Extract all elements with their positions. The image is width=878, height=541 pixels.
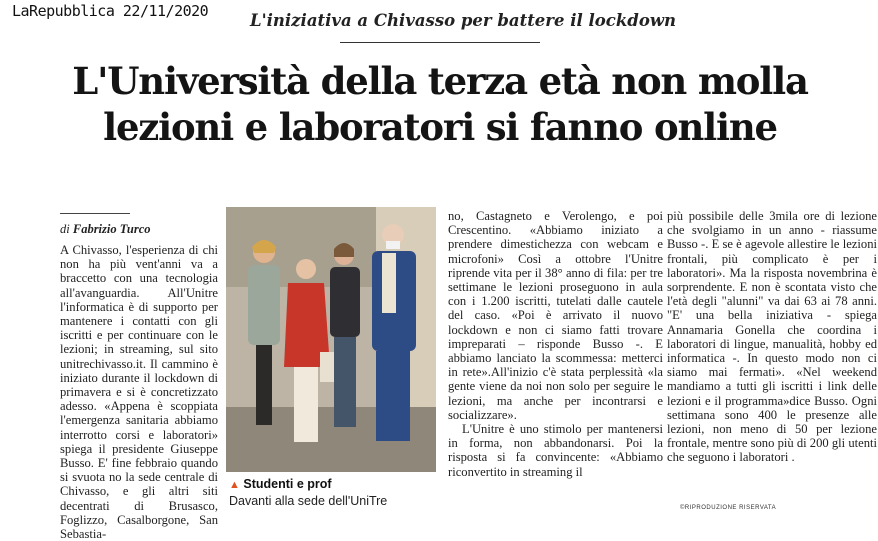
byline-divider	[60, 213, 130, 214]
caption-triangle-icon: ▲	[229, 479, 240, 491]
column-3-text-continued: L'Unitre è uno stimolo per mantenersi in forma, non abbandonarsi. Poi la risposta si fa convincente: «Abbiamo riconvertito in streaming il	[448, 422, 663, 479]
newspaper-masthead: LaRepubblica 22/11/2020	[12, 2, 209, 20]
column-1-text: A Chivasso, l'esperienza di chi non ha più vent'anni va a braccetto con una tecnologia all'avanguardia. All'Unitre l'informatica è di supporto per mantenere i contatti con gli iscritti e per continuare con le lezioni; in streaming, sul sito unitrechivasso.it. Il cammino è iniziato durante il lockdown di primavera e si è concretizzato adesso. «Appena è scoppiata l'emergenza sanitaria abbiamo interrotto corsi e laboratori» spiega il presidente Giuseppe Busso. E' fine febbraio quando si svuota no la sede centrale di Chivasso, e gli altri siti decentrati di Brusasco, Foglizzo, Casalborgone, San Sebastia-	[60, 243, 218, 541]
kicker-divider	[340, 42, 540, 43]
headline	[60, 58, 820, 150]
headline-line-2: lezioni e laboratori si fanno online	[103, 105, 777, 149]
byline-author: Fabrizio Turco	[72, 222, 151, 236]
kicker: L'iniziativa a Chivasso per battere il lockdown	[250, 11, 677, 30]
column-3-text: no, Castagneto e Verolengo, e poi Crescentino. «Abbiamo iniziato a prendere dimestichezza con webcam e microfoni» Così a ottobre l'Unitre riprende vita per il 38° anno di fila: per tre settimane le lezioni proseguono in aula con i 1.200 iscritti, tutelati dalle cautele del caso. «Poi è arrivato il nuovo lockdown e non ci siamo fatti trovare impreparati – risponde Busso -. E abbiamo lanciato la scommessa: metterci in rete».All'inizio c'è stata perplessità «la gente viene da noi non solo per seguire le lezioni, ma anche per incontrarsi e socializzare».	[448, 209, 663, 422]
article-column-1	[60, 243, 218, 541]
copyright-notice: ©RIPRODUZIONE RISERVATA	[680, 505, 777, 511]
article-photo	[226, 207, 436, 472]
byline	[60, 222, 151, 237]
byline-prefix: di	[60, 222, 70, 236]
caption-title-text: Studenti e prof	[243, 477, 332, 491]
column-4-text: più possibile delle 3mila ore di lezione che svolgiamo in un anno - riassume Busso -. E se è agevole allestire le lezioni frontali, più complicato è per i laboratori». Ma la risposta novembrina è sorprendente. E non è scontata visto che l'età degli "alunni" va dai 63 ai 78 anni. "E' una bella iniziativa - spiega Annamaria Gonella che coordina i laboratori di lingue, manualità, hobby ed informatica -. In questo modo non ci siamo mai fermati». «Nel weekend mandiamo a tutti gli iscritti i link delle lezioni e il programma»dice Busso. Ogni settimana sono 400 le presenze alle lezioni, non meno di 50 per lezione frontale, mentre sono più di 200 gli utenti che seguono i laboratori .	[667, 209, 877, 465]
photo-caption-title	[229, 477, 332, 491]
article-column-4	[667, 209, 877, 465]
article-column-3	[448, 209, 663, 479]
headline-line-1: L'Università della terza età non molla	[72, 59, 808, 103]
photo-caption-text: Davanti alla sede dell'UniTre	[229, 494, 388, 508]
